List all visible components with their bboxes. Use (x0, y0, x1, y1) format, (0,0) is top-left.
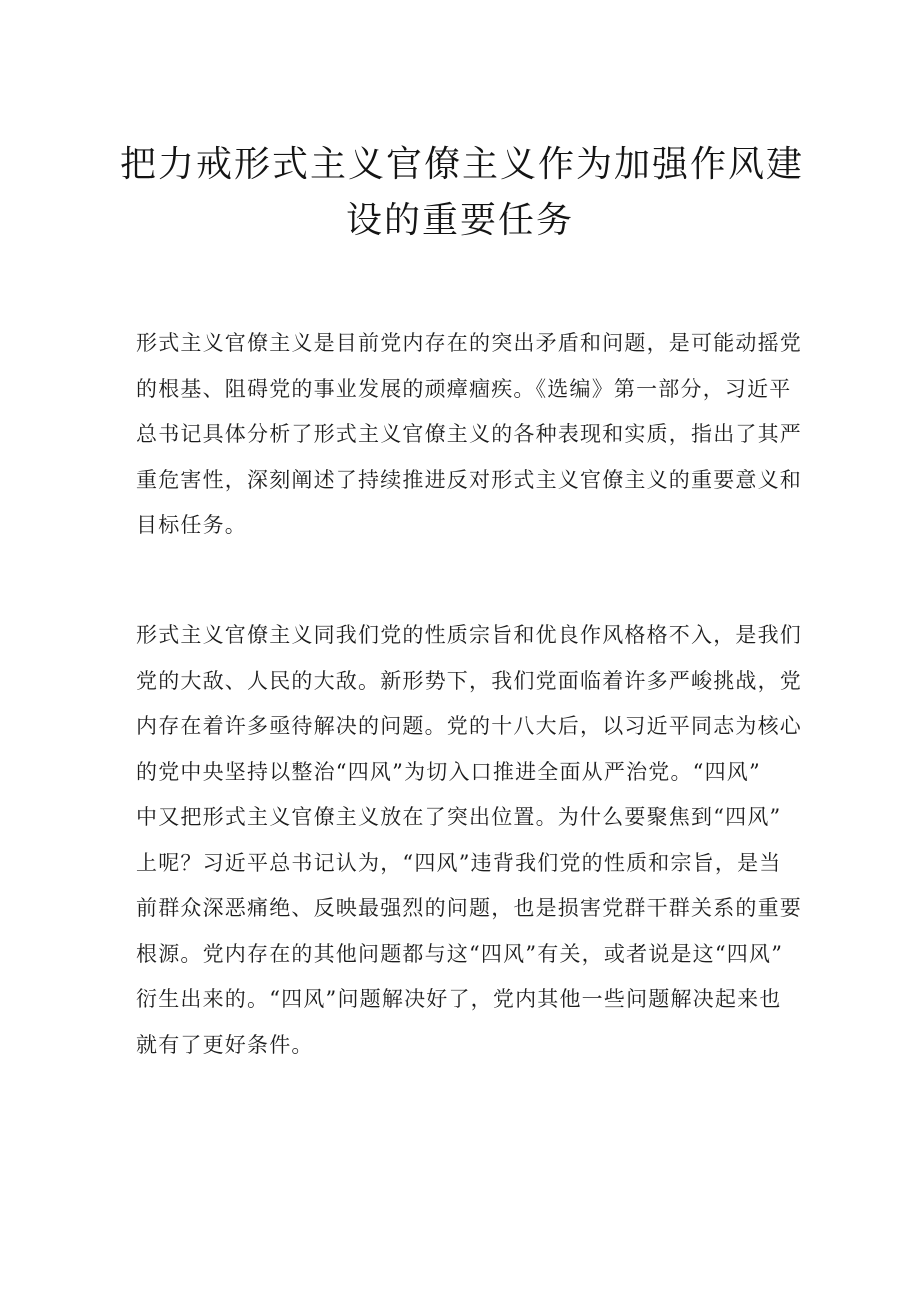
text-line: 的根基、阻碍党的事业发展的顽瘴痼疾。《选编》第一部分，习近平 (136, 376, 792, 401)
text-line: 形式主义官僚主义是目前党内存在的突出矛盾和问题，是可能动摇党 (136, 331, 802, 355)
text-line: 就有了更好条件。 (136, 1032, 314, 1057)
text-line: 衍生出来的。“四风”问题解决好了，党内其他一些问题解决起来也 (136, 987, 782, 1011)
paragraph-1 (136, 321, 802, 549)
text-line: 前群众深恶痛绝、反映最强烈的问题，也是损害党群干群关系的重要 (136, 896, 802, 920)
text-line: 根源。党内存在的其他问题都与这“四风”有关，或者说是这“四风” (136, 941, 784, 966)
text-line: 重危害性，深刻阐述了持续推进反对形式主义官僚主义的重要意义和 (136, 467, 802, 492)
paragraph-2 (136, 613, 802, 1068)
title-line: 设的重要任务 (345, 200, 574, 241)
text-line: 党的大敌、人民的大敌。新形势下，我们党面临着许多严峻挑战，党 (136, 668, 802, 693)
text-line: 内存在着许多亟待解决的问题。党的十八大后，以习近平同志为核心 (136, 714, 802, 738)
document-title (120, 137, 805, 249)
text-line: 上呢？习近平总书记认为，“四风”违背我们党的性质和宗旨，是当 (136, 850, 782, 875)
title-line: 把力戒形式主义官僚主义作为加强作风建 (120, 144, 805, 185)
text-line: 中又把形式主义官僚主义放在了突出位置。为什么要聚焦到“四风” (136, 805, 782, 829)
text-line: 的党中央坚持以整治“四风”为切入口推进全面从严治党。“四风” (136, 759, 761, 784)
text-line: 形式主义官僚主义同我们党的性质宗旨和优良作风格格不入，是我们 (136, 623, 802, 647)
text-line: 目标任务。 (136, 513, 247, 537)
text-line: 总书记具体分析了形式主义官僚主义的各种表现和实质，指出了其严 (136, 422, 802, 446)
